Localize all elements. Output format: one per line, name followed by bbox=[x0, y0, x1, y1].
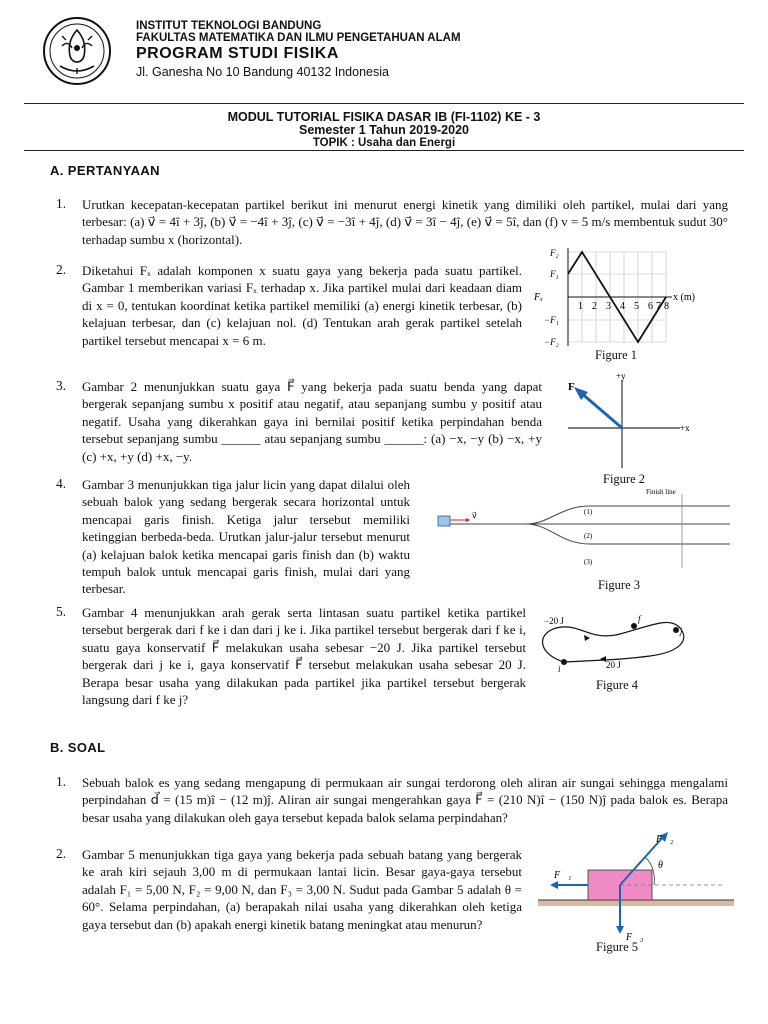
x-tick-label: 5 bbox=[634, 301, 639, 312]
work-label: −20 J bbox=[544, 616, 564, 626]
question-text: Gambar 2 menunjukkan suatu gaya F⃗ yang bekerja pada suatu benda yang dapat bergerak sepanjang sumbu x positif atau negatif, atau sepanjang sumbu y positif atau negatif. Usaha yang dikerahkan gaya ini bernilai positif ketika perpindahan benda tersebut sepanjang sumbu ______ atau sepanjang sumbu ______: (a) −x, −y (b) −x, +y (c) +x, +y (d) +x, −y. bbox=[82, 379, 542, 464]
problem-text: Sebuah balok es yang sedang mengapung di permukaan air sungai terdorong oleh aliran air sungai sehingga mengalami perpindahan d⃗ = (15 m)î − (12 m)ĵ. Aliran air sungai mengerahkan gaya F⃗ = (210 N)î − (150 N)ĵ pada balok es. Berapa besar usaha yang dilakukan oleh gaya tersebut kepada balok selama perpindahan? bbox=[82, 775, 728, 825]
module-semester: Semester 1 Tahun 2019-2020 bbox=[298, 123, 469, 137]
section-a-heading: A. PERTANYAAN bbox=[50, 163, 160, 178]
y-tick-label: −F₁ bbox=[544, 315, 559, 325]
work-label: 20 J bbox=[606, 660, 621, 670]
path-label: (2) bbox=[584, 532, 593, 540]
question-number: 4. bbox=[56, 476, 67, 491]
force-2-label: F⃗₂ bbox=[656, 834, 674, 845]
y-axis-label: Fₓ bbox=[534, 292, 543, 303]
y-tick-label: F₁ bbox=[550, 269, 559, 279]
question-text: Urutkan kecepatan-kecepatan partikel berikut ini menurut energi kinetik yang dimiliki oleh partikel, mulai dari yang terbesar: (a) v⃗ = 4î + 3ĵ, (b) v⃗ = −4î + 3ĵ, (c) v⃗ = −3î + 4ĵ, (d) v⃗ = 3î − 4ĵ, (e) v⃗ = 5î, dan (f) v = 5 m/s membentuk sudut 30° terhadap sumbu x (horizontal). bbox=[82, 197, 728, 247]
finish-line-label: Finish line bbox=[646, 488, 676, 496]
x-tick-label: 3 bbox=[606, 301, 611, 312]
y-axis-label: +y bbox=[616, 371, 626, 381]
figure-2-caption: Figure 2 bbox=[603, 472, 646, 486]
path-label: (1) bbox=[584, 508, 593, 516]
problem-number: 2. bbox=[56, 846, 67, 861]
figure-1 bbox=[530, 246, 730, 354]
institute-name: INSTITUT TEKNOLOGI BANDUNG bbox=[136, 20, 322, 32]
itb-logo bbox=[40, 16, 114, 86]
question-number: 5. bbox=[56, 604, 67, 619]
header-divider bbox=[24, 103, 744, 104]
x-tick-label: 7 bbox=[656, 301, 661, 312]
point-label: f bbox=[638, 614, 641, 624]
angle-label: θ bbox=[658, 860, 663, 871]
figure-2 bbox=[560, 370, 700, 470]
figure-3-caption: Figure 3 bbox=[598, 578, 641, 592]
question-text: Gambar 4 menunjukkan arah gerak serta lintasan suatu partikel ketika partikel tersebut bergerak dari f ke i dan dari j ke i. Jika partikel tersebut bergerak dari f ke i, suatu gaya konservatif F⃗ melakukan usaha sebesar −20 J. Jika partikel tersebut bergerak dari j ke i, gaya konservatif F⃗ tersebut melakukan usaha sebesar 20 J. Berapa besar usaha yang dilakukan pada partikel jika partikel tersebut bergerak langsung dari f ke j? bbox=[82, 605, 526, 708]
faculty-name: FAKULTAS MATEMATIKA DAN ILMU PENGETAHUAN ALAM bbox=[136, 32, 461, 44]
point-label: j bbox=[680, 626, 683, 636]
problem-number: 1. bbox=[56, 774, 67, 789]
y-tick-label: F₂ bbox=[550, 248, 559, 258]
section-b-heading: B. SOAL bbox=[50, 740, 106, 755]
title-divider bbox=[24, 150, 744, 151]
question-number: 1. bbox=[56, 196, 67, 211]
address: Jl. Ganesha No 10 Bandung 40132 Indonesia bbox=[136, 65, 389, 79]
velocity-label: v⃗ bbox=[472, 511, 477, 520]
problem-text: Gambar 5 menunjukkan tiga gaya yang bekerja pada sebuah batang yang bergerak ke arah kiri sejauh 3,00 m di permukaan lantai licin. Besar gaya-gaya tersebut adalah F₁ = 5,00 N, F₂ = 9,00 N, dan F₃ = 3,00 N. Sudut pada Gambar 5 adalah θ = 60°. Selama perpindahan, (a) berapakah nilai usaha yang dikerahkan oleh ketiga gaya tersebut dan (b) apakah energi kinetik batang meningkat atau menurun? bbox=[82, 847, 522, 932]
x-tick-label: 6 bbox=[648, 301, 653, 312]
figure-4 bbox=[530, 608, 710, 674]
point-label: i bbox=[558, 664, 561, 674]
x-tick-label: 2 bbox=[592, 301, 597, 312]
force-label: F⃗ bbox=[568, 381, 584, 393]
module-title: MODUL TUTORIAL FISIKA DASAR IB (FI-1102) KE - 3 bbox=[227, 110, 541, 124]
x-tick-label: 8 bbox=[664, 301, 669, 312]
module-topic: TOPIK : Usaha dan Energi bbox=[312, 137, 456, 149]
program-name: PROGRAM STUDI FISIKA bbox=[136, 45, 339, 62]
x-tick-label: 4 bbox=[620, 301, 625, 312]
question-text: Diketahui Fₓ adalah komponen x suatu gaya yang bekerja pada suatu partikel. Gambar 1 memberikan variasi Fₓ terhadap x. Jika partikel mulai dari keadaan diam di x = 0, tentukan koordinat ketika partikel memiliki (a) energi kinetik terbesar, (b) kelajuan terbesar, dan (c) kelajuan nol. (d) Tentukan arah gerak partikel setelah partikel tersebut mencapai x = 6 m. bbox=[82, 263, 522, 348]
force-3-label: F⃗₃ bbox=[626, 932, 644, 942]
question-number: 3. bbox=[56, 378, 67, 393]
question-number: 2. bbox=[56, 262, 67, 277]
figure-5-caption: Figure 5 bbox=[596, 940, 639, 954]
figure-3 bbox=[430, 488, 740, 572]
x-axis-label: +x bbox=[680, 423, 690, 433]
figure-1-caption: Figure 1 bbox=[595, 348, 638, 362]
y-tick-label: −F₂ bbox=[544, 337, 559, 347]
x-axis-label: x (m) bbox=[673, 292, 695, 303]
question-text: Gambar 3 menunjukkan tiga jalur licin yang dapat dilalui oleh sebuah balok yang sedang bergerak secara horizontal untuk mencapai garis finish. Ketiga jalur tersebut memiliki ketinggian berbeda-beda. Urutkan jalur-jalur tersebut menurut (a) kelajuan balok ketika mencapai garis finish dan (b) waktu tempuh balok untuk mencapai garis finish, mulai dari yang terbesar. bbox=[82, 477, 410, 597]
path-label: (3) bbox=[584, 558, 593, 566]
figure-5 bbox=[538, 824, 734, 942]
force-1-label: F⃗₁ bbox=[554, 870, 572, 881]
figure-4-caption: Figure 4 bbox=[596, 678, 639, 692]
x-tick-label: 1 bbox=[578, 301, 583, 312]
